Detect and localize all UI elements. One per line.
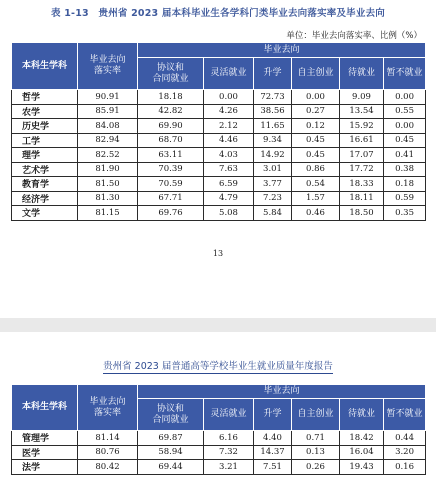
cell-self-employed: 0.86 <box>292 162 340 177</box>
cell-rate: 84.08 <box>78 119 138 134</box>
cell-rate: 80.42 <box>78 460 138 475</box>
header-group: 毕业去向 <box>138 43 426 58</box>
header-not-employed: 暂不就业 <box>384 58 426 90</box>
header-rate-line1: 毕业去向 <box>89 396 126 407</box>
cell-further: 3.77 <box>254 177 292 192</box>
cell-subject: 哲学 <box>12 90 78 105</box>
cell-waiting: 18.33 <box>340 177 384 192</box>
cell-subject: 文学 <box>12 206 78 221</box>
cell-waiting: 18.50 <box>340 206 384 221</box>
cell-not-employed: 0.41 <box>384 148 426 163</box>
table-title: 表 1-13 贵州省 2023 届本科毕业生各学科门类毕业去向落实率及毕业去向 <box>51 8 385 19</box>
header-subject: 本科生学科 <box>12 43 78 90</box>
header-rate-line2: 落实率 <box>93 66 121 76</box>
cell-further: 7.51 <box>254 460 292 475</box>
cell-subject: 医学 <box>12 445 78 460</box>
cell-waiting: 15.92 <box>340 119 384 134</box>
cell-rate: 80.76 <box>78 445 138 460</box>
table-2-body <box>12 431 426 475</box>
cell-rate: 81.30 <box>78 191 138 206</box>
cell-subject: 管理学 <box>12 431 78 446</box>
cell-self-employed: 0.46 <box>292 206 340 221</box>
table-row <box>12 90 426 105</box>
table-row <box>12 104 426 119</box>
header-waiting: 待就业 <box>340 399 384 431</box>
header-contract <box>138 399 204 431</box>
cell-further: 14.92 <box>254 148 292 163</box>
cell-flexible: 7.63 <box>204 162 254 177</box>
table-row <box>12 177 426 192</box>
cell-further: 7.23 <box>254 191 292 206</box>
table-1-body <box>12 90 426 221</box>
cell-not-employed: 0.16 <box>384 460 426 475</box>
table-row <box>12 133 426 148</box>
cell-waiting: 17.07 <box>340 148 384 163</box>
cell-waiting: 13.54 <box>340 104 384 119</box>
subject-outcome-table-2 <box>11 384 426 475</box>
cell-flexible: 3.21 <box>204 460 254 475</box>
cell-flexible: 4.03 <box>204 148 254 163</box>
cell-not-employed: 3.20 <box>384 445 426 460</box>
header-self-employed: 自主创业 <box>292 399 340 431</box>
header-rate-line2: 落实率 <box>93 407 121 418</box>
cell-waiting: 9.09 <box>340 90 384 105</box>
subject-outcome-table-1 <box>11 42 426 221</box>
cell-flexible: 4.26 <box>204 104 254 119</box>
cell-waiting: 16.61 <box>340 133 384 148</box>
cell-further: 3.01 <box>254 162 292 177</box>
header-self-employed: 自主创业 <box>292 58 340 90</box>
cell-not-employed: 0.59 <box>384 191 426 206</box>
cell-flexible: 2.12 <box>204 119 254 134</box>
cell-waiting: 18.42 <box>340 431 384 446</box>
cell-waiting: 19.43 <box>340 460 384 475</box>
cell-self-employed: 1.57 <box>292 191 340 206</box>
cell-self-employed: 0.12 <box>292 119 340 134</box>
cell-rate: 81.50 <box>78 177 138 192</box>
cell-rate: 81.15 <box>78 206 138 221</box>
cell-not-employed: 0.35 <box>384 206 426 221</box>
cell-contract: 67.71 <box>138 191 204 206</box>
cell-rate: 85.91 <box>78 104 138 119</box>
cell-further: 4.40 <box>254 431 292 446</box>
header-rate <box>78 43 138 90</box>
header-contract-line2: 合同就业 <box>152 414 189 425</box>
header-not-employed: 暂不就业 <box>384 399 426 431</box>
header-further: 升学 <box>254 399 292 431</box>
header-rate <box>78 385 138 431</box>
table-row <box>12 460 426 475</box>
cell-further: 72.73 <box>254 90 292 105</box>
header-flexible: 灵活就业 <box>204 399 254 431</box>
cell-self-employed: 0.27 <box>292 104 340 119</box>
cell-not-employed: 0.44 <box>384 431 426 446</box>
cell-self-employed: 0.71 <box>292 431 340 446</box>
cell-further: 14.37 <box>254 445 292 460</box>
report-title <box>0 358 436 372</box>
cell-flexible: 0.00 <box>204 90 254 105</box>
table-row <box>12 162 426 177</box>
page-gap <box>0 318 436 332</box>
cell-not-employed: 0.18 <box>384 177 426 192</box>
table-row <box>12 445 426 460</box>
cell-self-employed: 0.45 <box>292 133 340 148</box>
cell-contract: 42.82 <box>138 104 204 119</box>
cell-further: 11.65 <box>254 119 292 134</box>
cell-contract: 58.94 <box>138 445 204 460</box>
cell-contract: 63.11 <box>138 148 204 163</box>
cell-flexible: 4.46 <box>204 133 254 148</box>
cell-contract: 70.59 <box>138 177 204 192</box>
header-group: 毕业去向 <box>138 385 426 399</box>
unit-note: 单位：毕业去向落实率、比例（%） <box>286 31 422 41</box>
cell-further: 5.84 <box>254 206 292 221</box>
cell-not-employed: 0.55 <box>384 104 426 119</box>
header-contract <box>138 58 204 90</box>
cell-flexible: 6.59 <box>204 177 254 192</box>
cell-not-employed: 0.00 <box>384 119 426 134</box>
header-contract-line1: 协议和 <box>156 62 184 73</box>
cell-self-employed: 0.54 <box>292 177 340 192</box>
cell-subject: 经济学 <box>12 191 78 206</box>
cell-flexible: 4.79 <box>204 191 254 206</box>
cell-contract: 18.18 <box>138 90 204 105</box>
cell-contract: 69.76 <box>138 206 204 221</box>
cell-not-employed: 0.38 <box>384 162 426 177</box>
cell-rate: 82.94 <box>78 133 138 148</box>
report-title-text: 贵州省 2023 届普通高等学校毕业生就业质量年度报告 <box>103 361 333 372</box>
header-further: 升学 <box>254 58 292 90</box>
page-number: 13 <box>212 249 224 258</box>
cell-rate: 81.90 <box>78 162 138 177</box>
cell-flexible: 7.32 <box>204 445 254 460</box>
cell-subject: 农学 <box>12 104 78 119</box>
cell-subject: 法学 <box>12 460 78 475</box>
cell-not-employed: 0.45 <box>384 133 426 148</box>
cell-contract: 69.90 <box>138 119 204 134</box>
cell-subject: 历史学 <box>12 119 78 134</box>
cell-flexible: 5.08 <box>204 206 254 221</box>
cell-self-employed: 0.26 <box>292 460 340 475</box>
table-row <box>12 431 426 446</box>
cell-subject: 艺术学 <box>12 162 78 177</box>
cell-contract: 70.39 <box>138 162 204 177</box>
cell-waiting: 17.72 <box>340 162 384 177</box>
cell-subject: 教育学 <box>12 177 78 192</box>
cell-subject: 理学 <box>12 148 78 163</box>
cell-waiting: 16.04 <box>340 445 384 460</box>
header-subject: 本科生学科 <box>12 385 78 431</box>
cell-contract: 69.87 <box>138 431 204 446</box>
cell-subject: 工学 <box>12 133 78 148</box>
cell-contract: 69.44 <box>138 460 204 475</box>
header-rate-line1: 毕业去向 <box>89 55 126 65</box>
cell-waiting: 18.11 <box>340 191 384 206</box>
cell-rate: 90.91 <box>78 90 138 105</box>
table-row <box>12 206 426 221</box>
cell-further: 9.34 <box>254 133 292 148</box>
cell-rate: 82.52 <box>78 148 138 163</box>
cell-self-employed: 0.45 <box>292 148 340 163</box>
table-row <box>12 191 426 206</box>
cell-self-employed: 0.13 <box>292 445 340 460</box>
cell-self-employed: 0.00 <box>292 90 340 105</box>
cell-contract: 68.70 <box>138 133 204 148</box>
cell-flexible: 6.16 <box>204 431 254 446</box>
header-contract-line2: 合同就业 <box>152 73 189 84</box>
cell-not-employed: 0.00 <box>384 90 426 105</box>
header-flexible: 灵活就业 <box>204 58 254 90</box>
header-waiting: 待就业 <box>340 58 384 90</box>
table-row <box>12 119 426 134</box>
header-contract-line1: 协议和 <box>156 403 184 414</box>
document-page-2 <box>0 332 436 490</box>
cell-rate: 81.14 <box>78 431 138 446</box>
cell-further: 38.56 <box>254 104 292 119</box>
table-row <box>12 148 426 163</box>
